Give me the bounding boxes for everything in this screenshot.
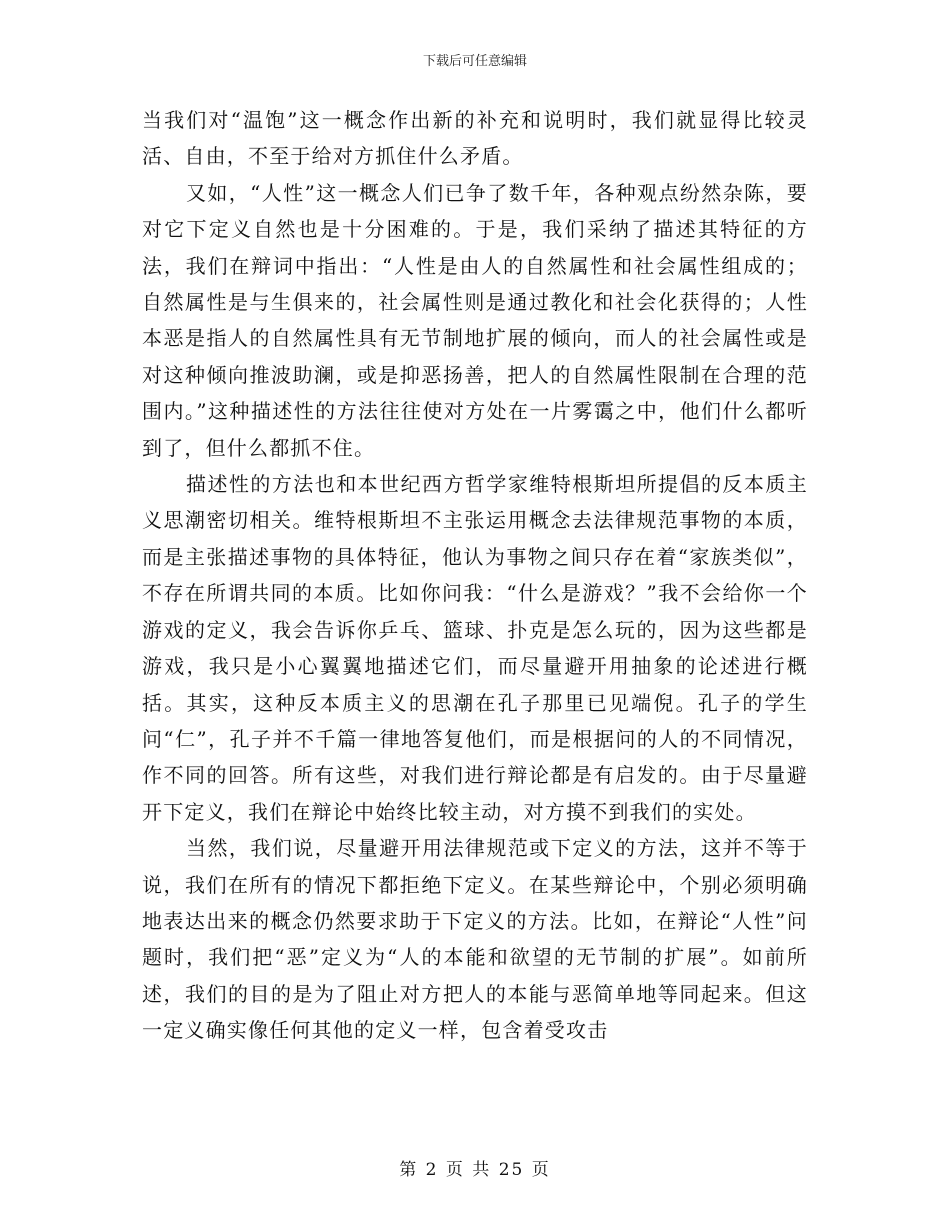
paragraph-4: 当然，我们说，尽量避开用法律规范或下定义的方法，这并不等于说，我们在所有的情况下都拒绝下定义。在某些辩论中，个别必须明确地表达出来的概念仍然要求助于下定义的方法。比如，在辩论“人性”问题时，我们把“恶”定义为“人的本能和欲望的无节制的扩展”。如前所述，我们的目的是为了阻止对方把人的本能与恶简单地等同起来。但这一定义确实像任何其他的定义一样，包含着受攻击 bbox=[142, 836, 808, 1043]
document-body bbox=[142, 102, 808, 1049]
paragraph-2: 又如，“人性”这一概念人们已争了数千年，各种观点纷然杂陈，要对它下定义自然也是十分困难的。于是，我们采纳了描述其特征的方法，我们在辩词中指出：“人性是由人的自然属性和社会属性组成的；自然属性是与生俱来的，社会属性则是通过教化和社会化获得的；人性本恶是指人的自然属性具有无节制地扩展的倾向，而人的社会属性或是对这种倾向推波助澜，或是抑恶扬善，把人的自然属性限制在合理的范围内。”这种描述性的方法往往使对方处在一片雾霭之中，他们什么都听到了，但什么都抓不住。 bbox=[142, 180, 808, 460]
page-header: 下载后可任意编辑 bbox=[422, 54, 527, 69]
paragraph-3: 描述性的方法也和本世纪西方哲学家维特根斯坦所提倡的反本质主义思潮密切相关。维特根斯坦不主张运用概念去法律规范事物的本质，而是主张描述事物的具体特征，他认为事物之间只存在着“家族类似”，不存在所谓共同的本质。比如你问我：“什么是游戏？”我不会给你一个游戏的定义，我会告诉你乒乓、篮球、扑克是怎么玩的，因为这些都是游戏，我只是小心翼翼地描述它们，而尽量避开用抽象的论述进行概括。其实，这种反本质主义的思潮在孔子那里已见端倪。孔子的学生问“仁”，孔子并不千篇一律地答复他们，而是根据问的人的不同情况，作不同的回答。所有这些，对我们进行辩论都是有启发的。由于尽量避开下定义，我们在辩论中始终比较主动，对方摸不到我们的实处。 bbox=[142, 472, 808, 824]
paragraph-1: 当我们对“温饱”这一概念作出新的补充和说明时，我们就显得比较灵活、自由，不至于给对方抓住什么矛盾。 bbox=[142, 108, 808, 169]
page-number: 第 2 页 共 25 页 bbox=[399, 1160, 551, 1180]
